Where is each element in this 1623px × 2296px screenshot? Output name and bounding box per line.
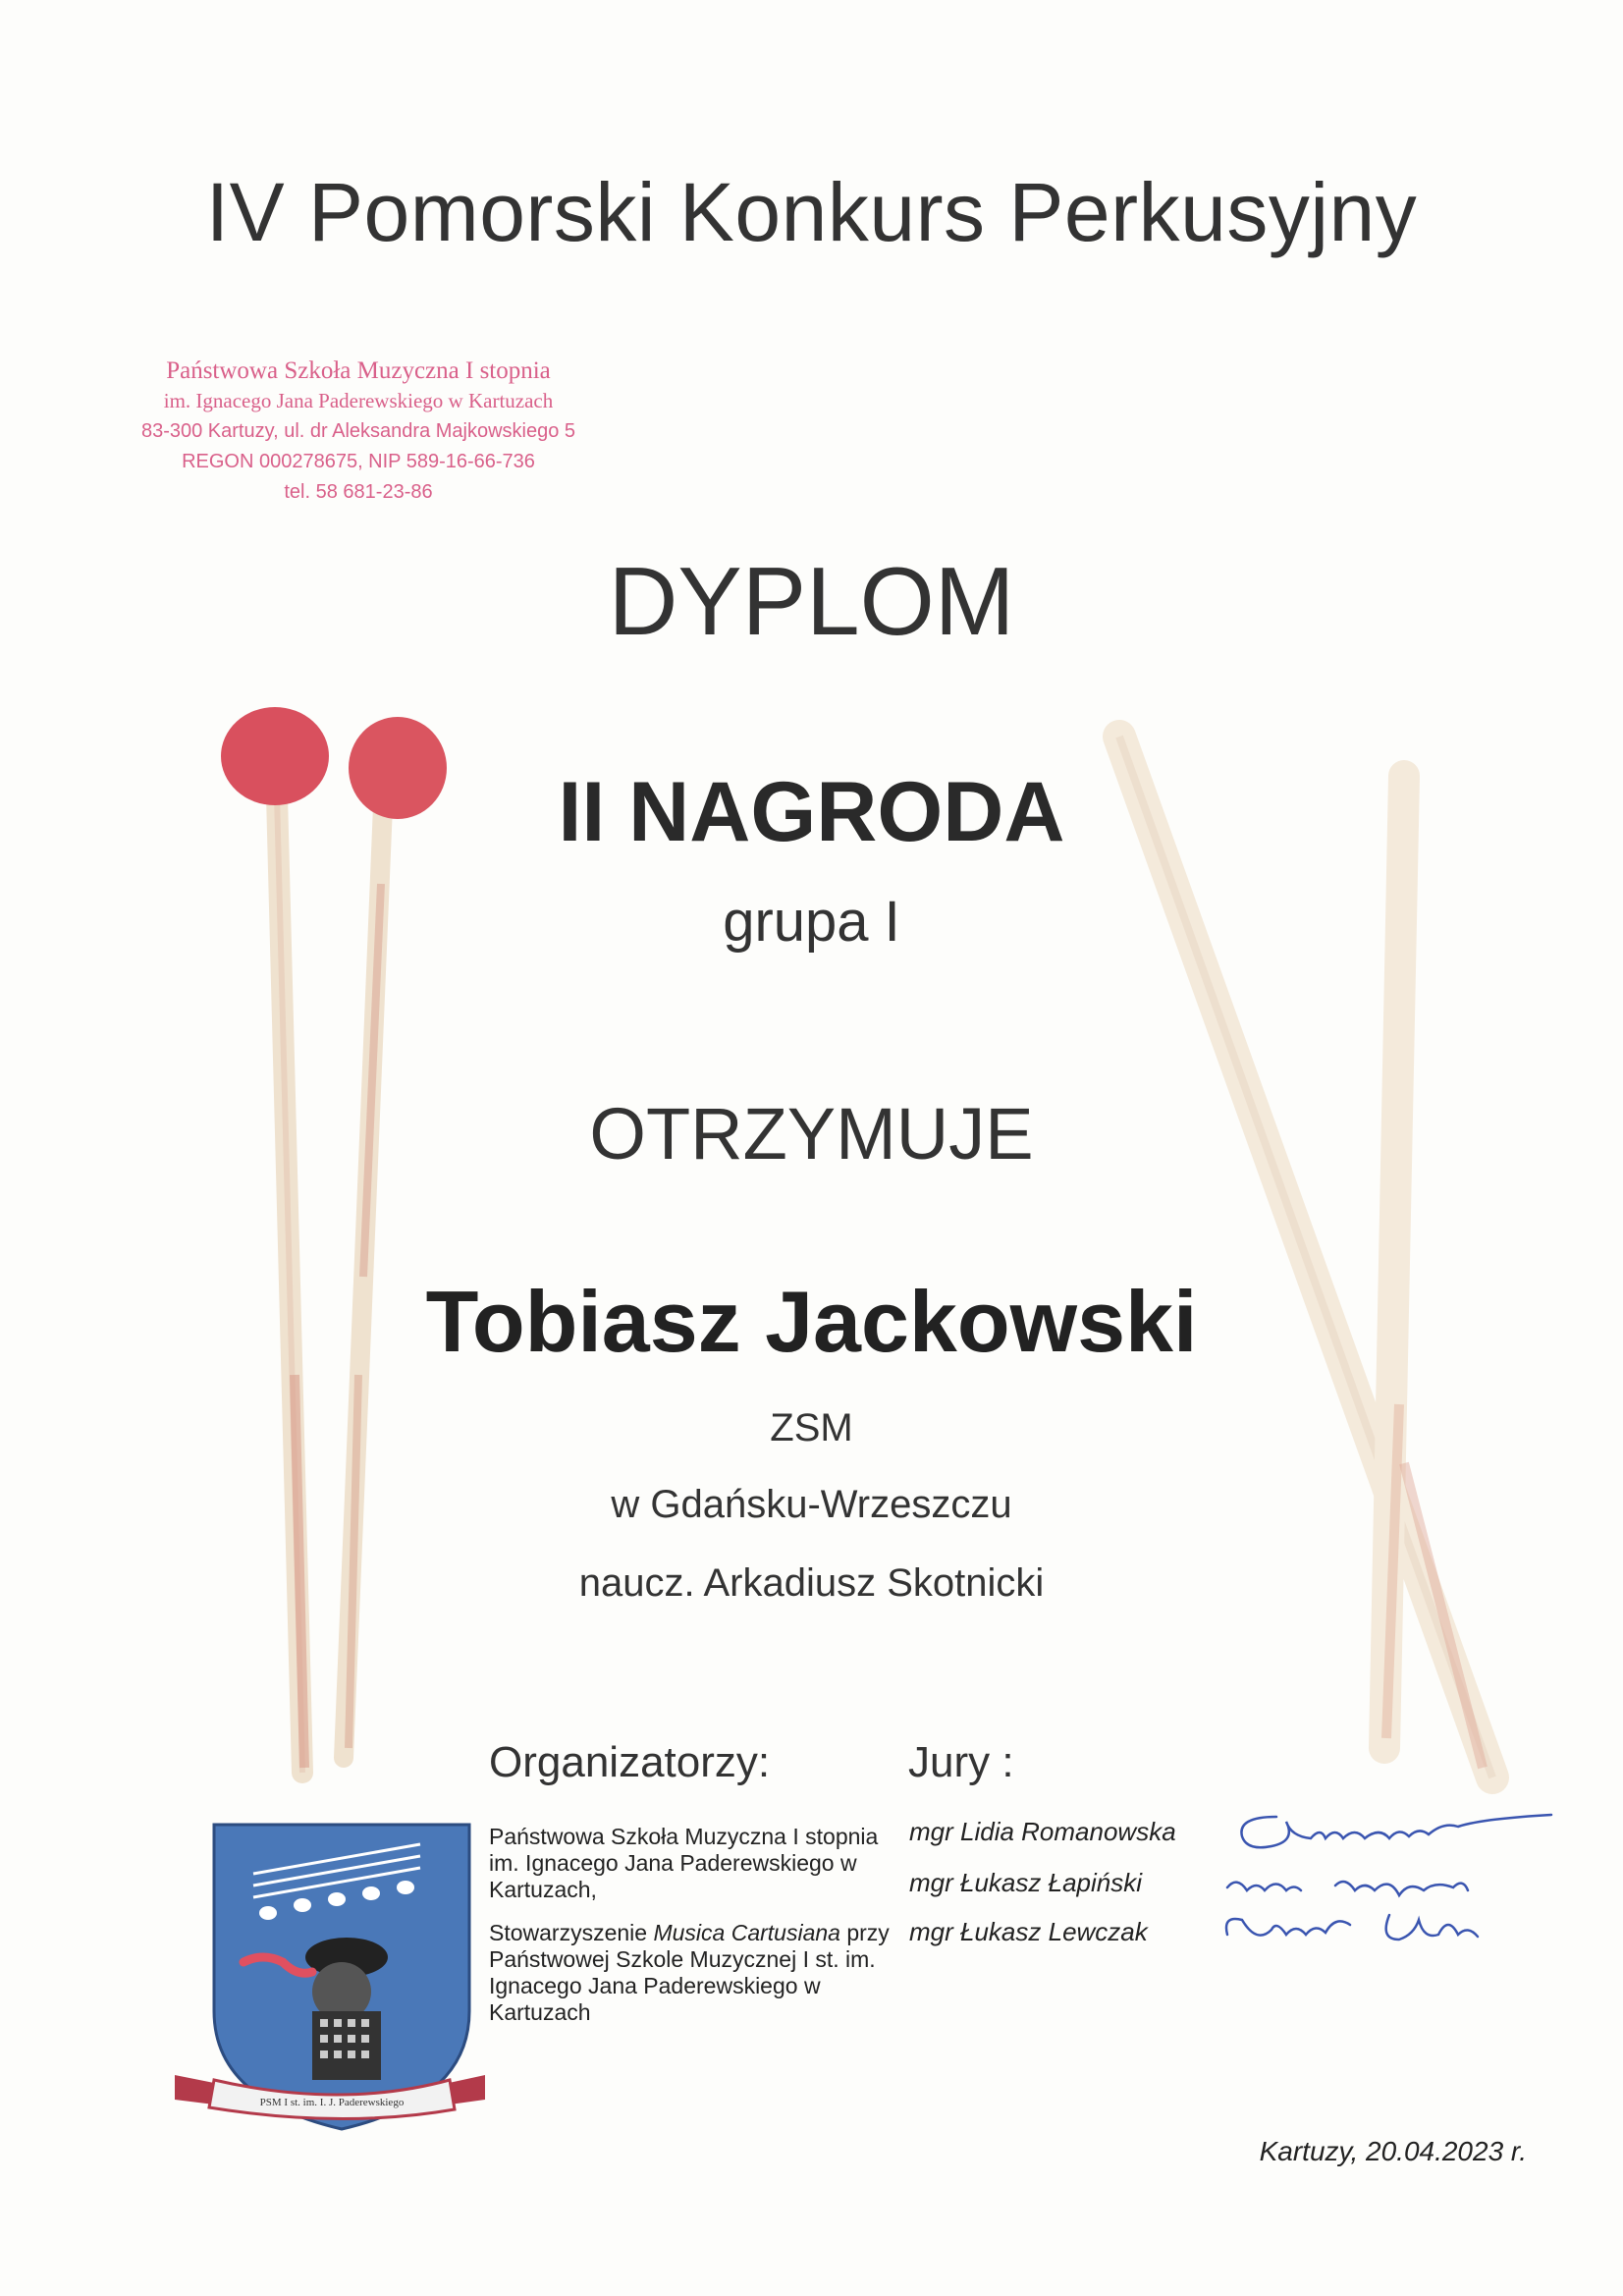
school-stamp xyxy=(98,355,619,508)
organizer-school: Państwowa Szkoła Muzyczna I stopnia im. Ignacego Jana Paderewskiego w Kartuzach, xyxy=(489,1824,879,1902)
date-place: Kartuzy, 20.04.2023 r. xyxy=(1259,2136,1527,2166)
stamp-line: REGON 000278675, NIP 589-16-66-736 xyxy=(182,451,535,472)
teacher-name: naucz. Arkadiusz Skotnicki xyxy=(578,1561,1045,1605)
school-city: w Gdańsku-Wrzeszczu xyxy=(611,1483,1012,1526)
organizer-association-rest: przy Państwowej Szkole Muzycznej I st. im. Ignacego Jana Paderewskiego w Kartuzach xyxy=(489,1920,890,2025)
group-label: grupa I xyxy=(723,890,900,954)
diploma-heading: DYPLOM xyxy=(608,547,1015,655)
organizer-association xyxy=(489,1920,901,2026)
jury-member: mgr Łukasz Lewczak xyxy=(909,1917,1148,1946)
svg-text:PSM I st. im. I. J. Paderewski: PSM I st. im. I. J. Paderewskiego xyxy=(259,2097,405,2108)
recipient-name: Tobiasz Jackowski xyxy=(425,1273,1198,1370)
jury-member: mgr Łukasz Łapiński xyxy=(909,1868,1142,1897)
stamp-line: Państwowa Szkoła Muzyczna I stopnia xyxy=(166,357,551,384)
prize-title: II NAGRODA xyxy=(558,765,1065,859)
organizers-list xyxy=(489,1824,901,2026)
drumstick-icon xyxy=(1080,717,1532,1817)
school-name: ZSM xyxy=(770,1406,853,1449)
stamp-line: tel. 58 681-23-86 xyxy=(284,481,433,503)
organizer-association-prefix: Stowarzyszenie xyxy=(489,1920,654,1945)
organizers-heading: Organizatorzy: xyxy=(489,1738,771,1786)
stamp-line: im. Ignacego Jana Paderewskiego w Kartuzach xyxy=(163,389,554,412)
jury-heading: Jury : xyxy=(908,1738,1014,1786)
receives-label: OTRZYMUJE xyxy=(589,1093,1034,1175)
signature xyxy=(1217,1797,1591,1994)
contest-title: IV Pomorski Konkurs Perkusyjny xyxy=(205,166,1418,258)
school-coat-of-arms-logo xyxy=(175,1815,485,2139)
jury-member: mgr Lidia Romanowska xyxy=(909,1817,1176,1846)
association-name: Musica Cartusiana xyxy=(653,1920,840,1945)
stamp-line: 83-300 Kartuzy, ul. dr Aleksandra Majkowskiego 5 xyxy=(140,420,576,442)
